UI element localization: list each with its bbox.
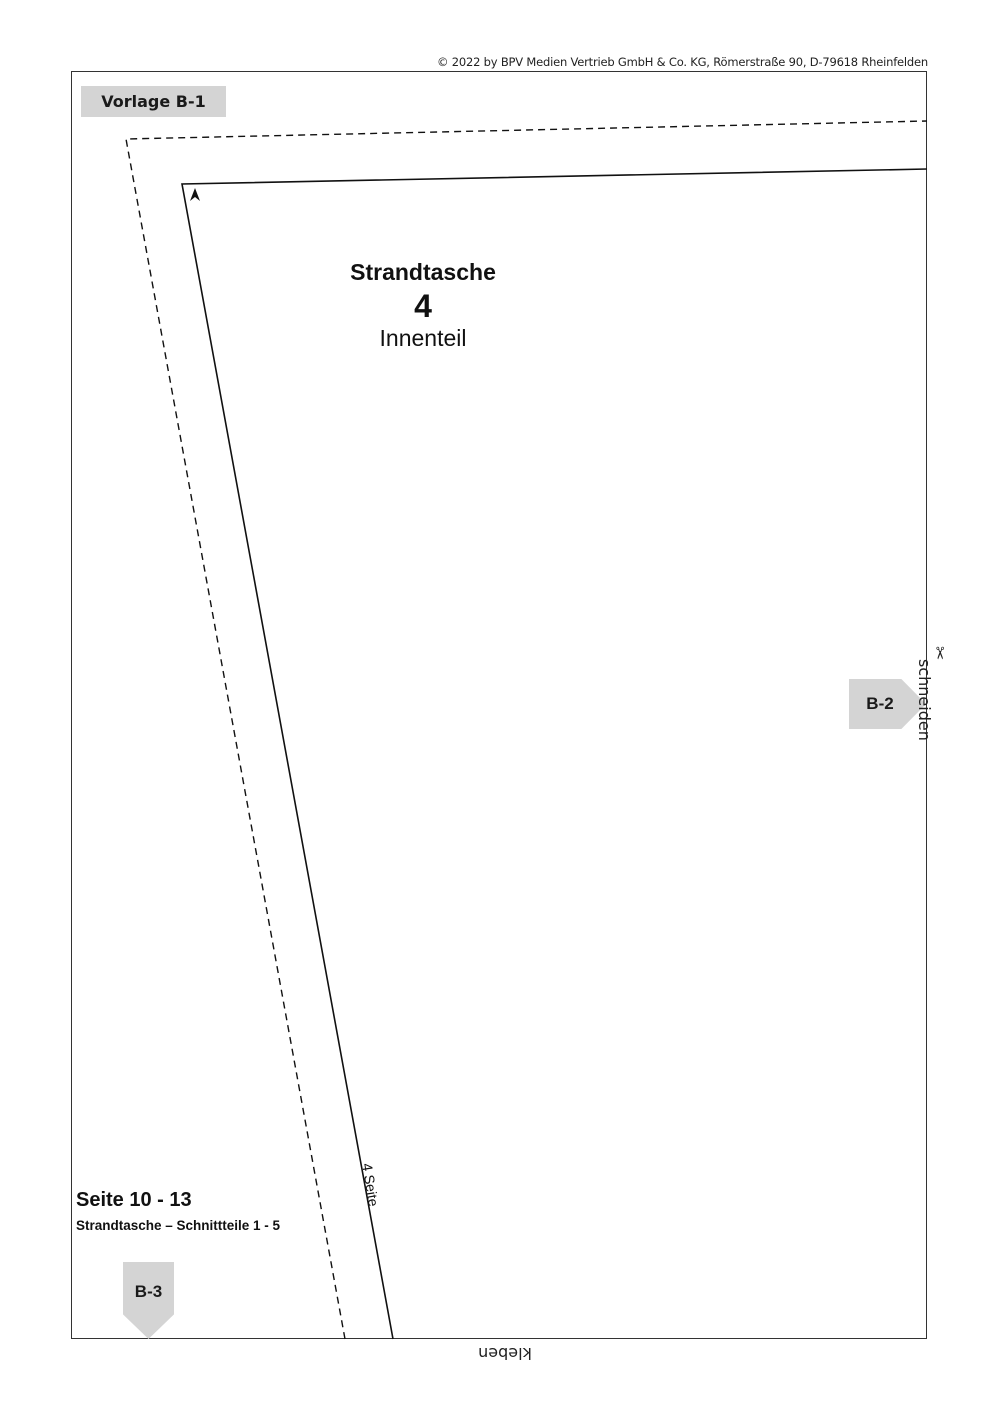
connector-right-label: B-2 [866, 694, 894, 713]
arrow-marker-icon [190, 188, 200, 201]
page-reference: Seite 10 - 13 [76, 1189, 192, 1211]
piece-number: 4 [414, 288, 432, 324]
cut-label: schneiden [915, 659, 934, 741]
piece-title: Strandtasche [350, 259, 496, 285]
template-label: Vorlage B-1 [81, 86, 226, 117]
glue-instruction: kleben [478, 1344, 532, 1363]
cutting-outline [182, 169, 927, 1339]
side-label: 4 Seite [359, 1162, 382, 1208]
copyright-notice: © 2022 by BPV Medien Vertrieb GmbH & Co. KG, Römerstraße 90, D-79618 Rheinfelden [437, 55, 928, 69]
piece-name: Innenteil [379, 325, 467, 351]
piece-reference: Strandtasche – Schnittteile 1 - 5 [76, 1218, 281, 1233]
scissors-icon: ✂ [930, 646, 949, 661]
connector-bottom-label: B-3 [134, 1282, 163, 1301]
seam-allowance-dashed-line [126, 121, 927, 1339]
